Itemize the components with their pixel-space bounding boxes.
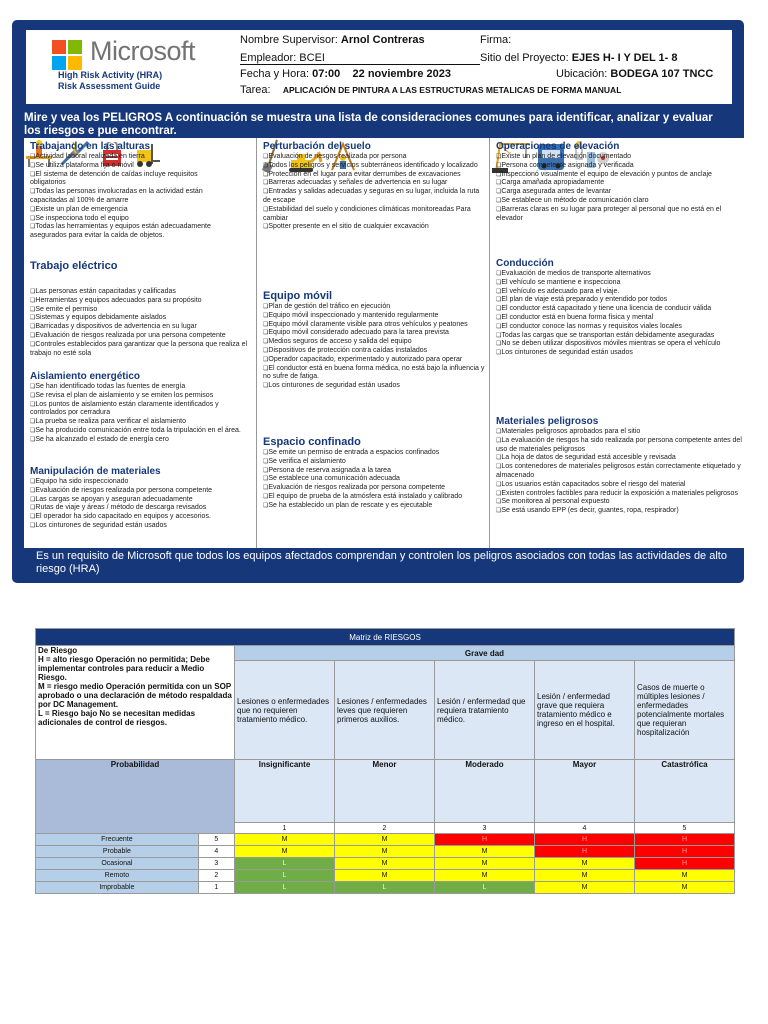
risk-cell: H: [635, 858, 735, 870]
checklist-item: ❏ La evaluación de riesgos ha sido realizada por persona competente antes del uso de materiales peligrosos: [496, 437, 744, 455]
checklist-item: ❏ Evaluación de medios de transporte alternativos: [496, 270, 744, 279]
ubicacion-field: [556, 68, 713, 80]
probability-label: Ocasional: [36, 858, 199, 870]
checklist-item: ❏ Entradas y salidas adecuadas y seguras en su lugar, incluida la ruta de escape: [263, 188, 485, 206]
checklist-item: ❏ Las personas están capacitadas y calificadas: [30, 288, 255, 297]
checklist-item: ❏ Estabilidad del suelo y condiciones climáticas monitoreadas Para cambiar: [263, 206, 485, 224]
fecha-field: [240, 68, 451, 80]
checklist-item: ❏ Barricadas y dispositivos de advertencia en su lugar: [30, 323, 255, 332]
risk-cell: M: [235, 846, 335, 858]
probability-number: 3: [198, 858, 234, 870]
checklist-item: ❏ Se ha alcanzado el estado de energía cero: [30, 436, 252, 445]
severity-description: Lesión / enfermedad grave que requiera tratamiento médico e ingreso en el hospital.: [535, 661, 635, 760]
checklist-item: ❏ Actividad laboral realizada en tierra: [30, 153, 220, 162]
checklist-item: ❏ El sistema de detención de caídas incluye requisitos obligatorios: [30, 171, 220, 189]
empleador-label: Empleador: BCEI: [240, 52, 480, 65]
probability-number: 1: [198, 882, 234, 894]
sitio-value: EJES H- I Y DEL 1- 8: [571, 52, 678, 64]
risk-cell: M: [635, 870, 735, 882]
checklist-item: ❏ El vehículo se mantiene e inspecciona: [496, 279, 744, 288]
checklist-item: ❏ Se establece un método de comunicación claro: [496, 197, 744, 206]
checklist-item: ❏ Se emite el permiso: [30, 306, 255, 315]
section-peligrosos: [496, 416, 744, 516]
checklist-item: ❏ Protección en el lugar para evitar derrumbes de excavaciones: [263, 171, 485, 180]
checklist-item: ❏ Evaluación de riesgos realizada por persona: [263, 153, 485, 162]
risk-cell: L: [335, 882, 435, 894]
checklist: [30, 478, 252, 531]
risk-cell: H: [635, 834, 735, 846]
severity-number: 5: [635, 823, 735, 834]
checklist-item: ❏ Materiales peligrosos aprobados para el sitio: [496, 428, 744, 437]
checklist-item: ❏ Se ha establecido un plan de rescate y es ejecutable: [263, 502, 485, 511]
matrix-row: [36, 858, 735, 870]
checklist-item: ❏ Se monitorea al personal expuesto: [496, 498, 744, 507]
risk-cell: M: [435, 846, 535, 858]
checklist-item: ❏ Operador capacitado, experimentado y autorizado para operar: [263, 356, 485, 365]
checklist-item: ❏ Se verifica el aislamiento: [263, 458, 485, 467]
checklist-item: ❏ Se emite un permiso de entrada a espacios confinados: [263, 449, 485, 458]
probability-number: 5: [198, 834, 234, 846]
intro-text: Mire y vea los PELIGROS A continuación se muestra una lista de consideraciones comunes para identificar, analizar y evaluar los riesgos e pue encontrar.: [24, 112, 713, 137]
checklist-column-1: [24, 138, 257, 548]
section-aislamiento: [30, 371, 252, 445]
risk-cell: H: [535, 834, 635, 846]
empleador-field: [240, 52, 480, 65]
checklist-item: ❏ Todas las herramientas y equipos están adecuadamente asegurados para evitar la caída de objetos.: [30, 223, 220, 241]
severity-description: Lesión / enfermedad que requiera tratamiento médico.: [435, 661, 535, 760]
hora-value: 07:00: [312, 68, 341, 80]
risk-cell: M: [535, 870, 635, 882]
probability-number: 2: [198, 870, 234, 882]
checklist: [496, 428, 744, 516]
section-suelo: [263, 141, 485, 232]
microsoft-logo-icon: [52, 40, 83, 71]
checklist-item: ❏ Todas las personas involucradas en la actividad están capacitadas al 100% de amarre: [30, 188, 220, 206]
checklist: [496, 153, 744, 223]
checklist-item: ❏ No se deben utilizar dispositivos móviles mientras se opera el vehículo: [496, 340, 744, 349]
section-title: Conducción: [496, 258, 554, 269]
checklist-item: ❏ Controles establecidos para garantizar que la persona que realiza el trabajo no esté sola: [30, 341, 255, 359]
section-title: Aislamiento energético: [30, 371, 141, 382]
probability-label: Improbable: [36, 882, 199, 894]
severity-number: 3: [435, 823, 535, 834]
risk-cell: M: [335, 858, 435, 870]
logo-subtitle: [58, 70, 258, 92]
probability-label: Remoto: [36, 870, 199, 882]
checklist-item: ❏ Los cinturones de seguridad están usados: [30, 522, 252, 531]
matrix-row: [36, 870, 735, 882]
section-conduccion: [496, 258, 744, 358]
checklist-item: ❏ Se han identificado todas las fuentes de energía: [30, 383, 252, 392]
checklist-item: ❏ El conductor está en buena forma médica, no está bajo la influencia y no sufre de fatiga.: [263, 365, 485, 383]
checklist: [263, 449, 485, 511]
checklist-item: ❏ Todos los peligros y servicios subterráneos identificado y localizado: [263, 162, 485, 171]
checklist-item: ❏ Inspeccionó visualmente el equipo de elevación y puntos de anclaje: [496, 171, 744, 180]
checklist-item: ❏ Equipo móvil claramente visible para otros vehículos y peatones: [263, 321, 485, 330]
severity-number: 1: [235, 823, 335, 834]
risk-cell: L: [235, 858, 335, 870]
fecha-value: 22 noviembre 2023: [352, 68, 451, 80]
severity-level: Moderado: [435, 760, 535, 823]
supervisor-value: Arnol Contreras: [340, 34, 425, 46]
fecha-label: Fecha y Hora:: [240, 68, 310, 80]
risk-cell: M: [335, 846, 435, 858]
section-confinado: [263, 436, 485, 511]
risk-cell: M: [335, 834, 435, 846]
severity-number: 2: [335, 823, 435, 834]
checklist-item: ❏ Equipo móvil considerado adecuado para la tarea prevista: [263, 329, 485, 338]
matrix-row: [36, 882, 735, 894]
risk-cell: M: [635, 882, 735, 894]
severity-level: Mayor: [535, 760, 635, 823]
checklist-item: ❏ Sistemas y equipos debidamente aislados: [30, 314, 255, 323]
checklist-item: ❏ Se revisa el plan de aislamiento y se emiten los permisos: [30, 392, 252, 401]
checklist-item: ❏ El plan de viaje está preparado y entendido por todos: [496, 296, 744, 305]
checklist: [263, 153, 485, 232]
checklist-item: ❏ Existe un plan de elevación documentado: [496, 153, 744, 162]
section-title: Equipo móvil: [263, 290, 333, 302]
checklist-item: ❏ Las cargas se apoyan y aseguran adecuadamente: [30, 496, 252, 505]
supervisor-field: [240, 34, 425, 46]
checklist-item: ❏ El conductor está en buena forma física y mental: [496, 314, 744, 323]
probability-label: Frecuente: [36, 834, 199, 846]
risk-cell: H: [635, 846, 735, 858]
section-title: Espacio confinado: [263, 436, 361, 448]
checklist-item: ❏ Persona competente asignada y verificada: [496, 162, 744, 171]
severity-level: Catastrófica: [635, 760, 735, 823]
section-alturas: [30, 141, 220, 241]
risk-cell: M: [335, 870, 435, 882]
section-title: Trabajando en las alturas: [30, 141, 151, 152]
checklist-item: ❏ Evaluación de riesgos realizada por persona competente: [263, 484, 485, 493]
matrix-row: [36, 846, 735, 858]
checklist-item: ❏ Carga asegurada antes de levantar: [496, 188, 744, 197]
checklist-item: ❏ Se utiliza plataforma fija o móvil: [30, 162, 220, 171]
checklist-item: ❏ Evaluación de riesgos realizada por persona competente: [30, 487, 252, 496]
footer-requirement: Es un requisito de Microsoft que todos los equipos afectados comprendan y controlen los peligros asociados con todas las actividades de alto riesgo (HRA): [36, 550, 727, 575]
checklist-item: ❏ Carga amañada apropiadamente: [496, 179, 744, 188]
section-electrico: [30, 260, 255, 358]
checklist-item: ❏ La prueba se realiza para verificar el aislamiento: [30, 418, 252, 427]
section-title: Perturbación del suelo: [263, 141, 371, 152]
checklist-item: ❏ Los usuarios están capacitados sobre el riesgo del material: [496, 481, 744, 490]
checklist-item: ❏ Se ha producido comunicación entre toda la tripulación en el área.: [30, 427, 252, 436]
matrix-row: [36, 834, 735, 846]
checklist-item: ❏ Persona de reserva asignada a la tarea: [263, 467, 485, 476]
severity-description: Lesiones / enfermedades leves que requieren primeros auxilios.: [335, 661, 435, 760]
checklist-item: ❏ Se inspecciona todo el equipo: [30, 215, 220, 224]
checklist-item: ❏ Los cinturones de seguridad están usados: [263, 382, 485, 391]
checklist-column-2: [257, 138, 490, 548]
section-title: Materiales peligrosos: [496, 416, 599, 427]
checklist-item: ❏ Existen controles factibles para reducir la exposición a materiales peligrosos: [496, 490, 744, 499]
checklist-item: ❏ Los contenedores de materiales peligrosos están correctamente etiquetado y almacenado: [496, 463, 744, 481]
section-title: Trabajo eléctrico: [30, 260, 118, 272]
checklist-item: ❏ Existe un plan de emergencia: [30, 206, 220, 215]
checklist-item: ❏ Todas las cargas que se transportan están debidamente aseguradas: [496, 332, 744, 341]
risk-cell: L: [435, 882, 535, 894]
checklist: [30, 153, 220, 241]
checklist-item: ❏ El operador ha sido capacitado en equipos y accesorios.: [30, 513, 252, 522]
risk-cell: M: [535, 882, 635, 894]
sitio-label: Sitio del Proyecto:: [480, 52, 569, 64]
checklist-item: ❏ El equipo de prueba de la atmósfera está instalado y calibrado: [263, 493, 485, 502]
gravedad-header: Grave dad: [235, 646, 735, 661]
checklist: [30, 383, 252, 445]
checklist-item: ❏ El vehículo es adecuado para el viaje.: [496, 288, 744, 297]
logo-subtitle-2: Risk Assessment Guide: [58, 81, 161, 91]
firma-field: [480, 34, 511, 46]
logo-text: Microsoft: [90, 36, 196, 66]
checklist-item: ❏ Spotter presente en el sitio de cualquier excavación: [263, 223, 485, 232]
severity-level: Menor: [335, 760, 435, 823]
checklist-item: ❏ Evaluación de riesgos realizada por una persona competente: [30, 332, 255, 341]
severity-level: Insignificante: [235, 760, 335, 823]
probabilidad-header: Probabilidad: [36, 760, 235, 834]
risk-cell: L: [235, 882, 335, 894]
severity-description: Lesiones o enfermedades que no requieren tratamiento médico.: [235, 661, 335, 760]
checklist-item: ❏ Herramientas y equipos adecuados para su propósito: [30, 297, 255, 306]
checklist-item: ❏ Equipo móvil inspeccionado y mantenido regularmente: [263, 312, 485, 321]
checklist-item: ❏ Dispositivos de protección contra caídas instalados: [263, 347, 485, 356]
risk-cell: M: [535, 858, 635, 870]
logo-subtitle-1: High Risk Activity (HRA): [58, 70, 163, 80]
probability-label: Probable: [36, 846, 199, 858]
checklist-item: ❏ Barreras adecuadas y señales de advertencia en su lugar: [263, 179, 485, 188]
checklist-column-3: [490, 138, 746, 548]
matrix-rows: [36, 834, 735, 894]
ubicacion-label: Ubicación:: [556, 68, 608, 80]
section-elevacion: [496, 141, 744, 223]
risk-cell: M: [435, 870, 535, 882]
checklist-item: ❏ Plan de gestión del tráfico en ejecución: [263, 303, 485, 312]
checklist-item: ❏ El conductor conoce las normas y requisitos viales locales: [496, 323, 744, 332]
header-panel: [26, 30, 732, 104]
risk-cell: M: [235, 834, 335, 846]
checklist-item: ❏ Rutas de viaje y áreas / método de descarga revisados: [30, 504, 252, 513]
matrix-title: Matriz de RIESGOS: [36, 629, 735, 646]
risk-cell: M: [435, 858, 535, 870]
checklist-item: ❏ La hoja de datos de seguridad está accesible y revisada: [496, 454, 744, 463]
checklist-item: ❏ Los puntos de aislamiento están claramente identificados y controlados por cerradura: [30, 401, 252, 419]
risk-cell: H: [535, 846, 635, 858]
section-title: Operaciones de elevación: [496, 141, 620, 152]
probability-number: 4: [198, 846, 234, 858]
risk-cell: H: [435, 834, 535, 846]
section-movil: [263, 290, 485, 391]
checklist-item: ❏ Se establece una comunicación adecuada: [263, 475, 485, 484]
checklist-item: ❏ Se está usando EPP (es decir, guantes, ropa, respirador): [496, 507, 744, 516]
checklist-item: ❏ Medios seguros de acceso y salida del equipo: [263, 338, 485, 347]
checklist: [496, 270, 744, 358]
checklist-item: ❏ Barreras claras en su lugar para proteger al personal que no está en el elevador: [496, 206, 744, 224]
checklist-item: ❏ Los cinturones de seguridad están usados: [496, 349, 744, 358]
risk-matrix: [35, 628, 735, 894]
section-manipulacion: [30, 466, 252, 531]
checklist-item: ❏ El conductor está capacitado y tiene una licencia de conducir válida: [496, 305, 744, 314]
tarea-value: APLICACIÓN DE PINTURA A LAS ESTRUCTURAS METALICAS DE FORMA MANUAL: [282, 85, 622, 95]
supervisor-label: Nombre Supervisor:: [240, 34, 338, 46]
severity-number: 4: [535, 823, 635, 834]
firma-label: Firma:: [480, 34, 512, 46]
tarea-label: Tarea:: [240, 84, 271, 96]
sitio-field: [480, 52, 678, 64]
risk-cell: L: [235, 870, 335, 882]
ubicacion-value: BODEGA 107 TNCC: [610, 68, 714, 80]
matrix-legend: De Riesgo H = alto riesgo Operación no permitida; Debe implementar controles para reducir a Medio Riesgo. M = riesgo medio Operación permitida con un SOP aprobado o una declaración de método respaldada por DC Management. L = Riesgo bajo No se necesitan medidas adicionales de control de riesgos.: [36, 646, 235, 760]
severity-description: Casos de muerte o múltiples lesiones / enfermedades potencialmente mortales que requieran hospitalización: [635, 661, 735, 760]
checklist: [263, 303, 485, 391]
checklist-item: ❏ Equipo ha sido inspeccionado: [30, 478, 252, 487]
checklist: [30, 288, 255, 358]
tarea-field: [240, 84, 621, 96]
section-title: Manipulación de materiales: [30, 466, 161, 477]
checklist-panel: [24, 138, 746, 548]
